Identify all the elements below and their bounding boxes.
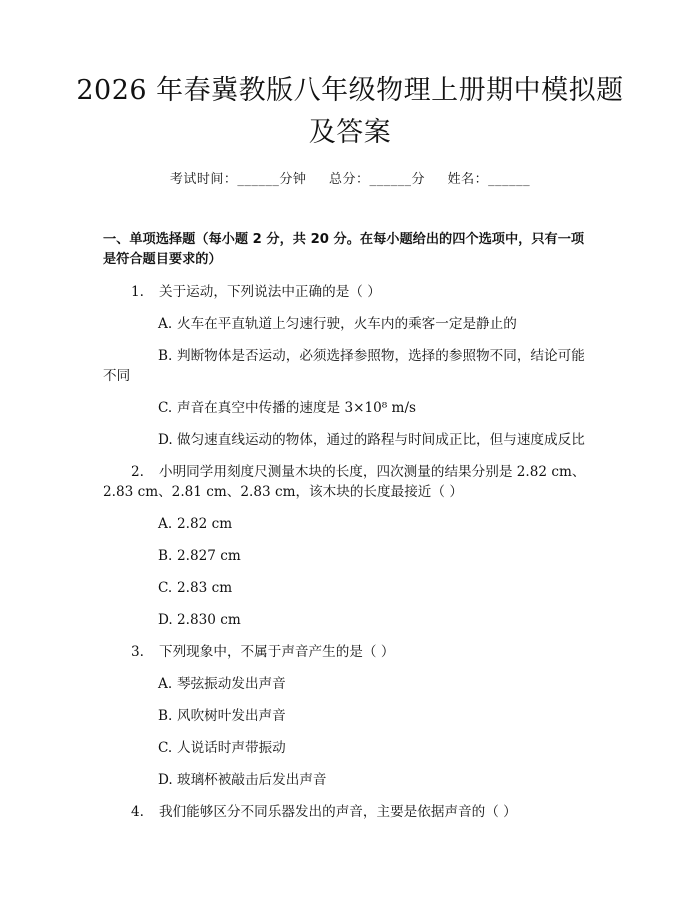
question-number: 4. xyxy=(131,804,144,820)
student-name-field: 姓名：______ xyxy=(447,172,531,187)
option-label: C. xyxy=(158,740,173,756)
option-label: D. xyxy=(158,772,173,788)
option-text: 声音在真空中传播的速度是 3×10⁸ m/s xyxy=(177,400,416,416)
option-label: D. xyxy=(158,432,173,448)
title-line-1: 2026 年春冀教版八年级物理上册期中模拟题 xyxy=(76,75,624,106)
q3-option-d xyxy=(158,770,327,790)
q2-option-c xyxy=(158,578,232,598)
q3-option-a xyxy=(158,674,286,694)
option-text: 火车在平直轨道上匀速行驶，火车内的乘客一定是静止的 xyxy=(177,316,517,332)
question-2 xyxy=(131,462,585,482)
title-line-2: 及答案 xyxy=(308,117,392,148)
question-text: 下列现象中，不属于声音产生的是（ ） xyxy=(159,644,395,660)
q1-option-b-continuation: 不同 xyxy=(103,368,131,384)
q2-option-a xyxy=(158,514,232,534)
option-text: 2.830 cm xyxy=(177,612,241,628)
q2-option-d xyxy=(158,610,241,630)
exam-title xyxy=(60,70,640,154)
option-label: B. xyxy=(158,548,173,564)
option-label: D. xyxy=(158,612,173,628)
question-3 xyxy=(131,642,394,662)
section-heading-line-2: 是符合题目要求的） xyxy=(103,252,222,267)
q1-option-a xyxy=(158,314,517,334)
q2-option-b xyxy=(158,546,241,566)
q1-option-c xyxy=(158,398,416,418)
option-label: B. xyxy=(158,708,173,724)
option-text: 琴弦振动发出声音 xyxy=(177,676,286,692)
option-text: 人说话时声带振动 xyxy=(177,740,286,756)
option-text: 判断物体是否运动，必须选择参照物，选择的参照物不同，结论可能 xyxy=(177,348,585,364)
section-heading xyxy=(103,230,603,270)
option-text: 做匀速直线运动的物体，通过的路程与时间成正比，但与速度成反比 xyxy=(177,432,585,448)
option-label: A. xyxy=(158,316,173,332)
option-text: 风吹树叶发出声音 xyxy=(177,708,286,724)
q3-option-b xyxy=(158,706,286,726)
exam-meta xyxy=(0,168,700,187)
question-1 xyxy=(131,282,381,302)
option-label: A. xyxy=(158,516,173,532)
q2-text-continuation: 2.83 cm、2.81 cm、2.83 cm，该木块的长度最接近（ ） xyxy=(103,484,463,500)
option-text: 2.83 cm xyxy=(177,580,233,596)
question-number: 2. xyxy=(131,464,144,480)
q3-option-c xyxy=(158,738,286,758)
option-label: C. xyxy=(158,400,173,416)
question-number: 1. xyxy=(131,284,144,300)
option-text: 2.827 cm xyxy=(177,548,241,564)
total-score-field: 总分：______分 xyxy=(328,172,425,187)
option-label: C. xyxy=(158,580,173,596)
question-number: 3. xyxy=(131,644,144,660)
question-4 xyxy=(131,802,517,822)
option-label: B. xyxy=(158,348,173,364)
q1-option-d xyxy=(158,430,585,450)
q1-option-b xyxy=(158,346,585,366)
option-text: 2.82 cm xyxy=(177,516,233,532)
option-text: 玻璃杯被敲击后发出声音 xyxy=(177,772,327,788)
option-label: A. xyxy=(158,676,173,692)
question-text: 我们能够区分不同乐器发出的声音，主要是依据声音的（ ） xyxy=(159,804,517,820)
section-heading-line-1: 一、单项选择题（每小题 2 分，共 20 分。在每小题给出的四个选项中，只有一项 xyxy=(103,232,585,247)
exam-time-field: 考试时间：______分钟 xyxy=(169,172,307,187)
question-text: 小明同学用刻度尺测量木块的长度，四次测量的结果分别是 2.82 cm、 xyxy=(159,464,586,480)
question-text: 关于运动，下列说法中正确的是（ ） xyxy=(159,284,381,300)
